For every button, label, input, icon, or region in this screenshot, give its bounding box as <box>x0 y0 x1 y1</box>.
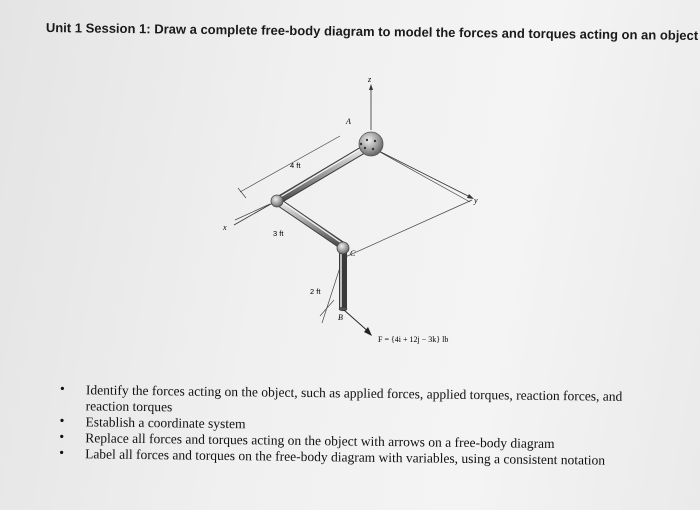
point-b-label: B <box>338 313 343 322</box>
pipe-segment-cb <box>341 250 343 308</box>
list-item: • Replace all forces and torques acting on the object with arrows on a free-body diagram <box>59 430 659 453</box>
force-equation-label: F = {4i + 12j − 3k} lb <box>378 335 449 344</box>
list-item: • Identify the forces acting on the object, such as applied forces, applied torques, reaction forces, and reaction torques <box>60 382 660 421</box>
point-a-label: A <box>346 117 351 126</box>
elbow-joint-c <box>337 242 349 254</box>
pipe-assembly-diagram <box>210 70 510 350</box>
dimension-2ft-label: 2 ft <box>310 287 321 296</box>
pipe-segment-ab <box>277 145 368 201</box>
pipe-segment-elbow <box>277 199 343 246</box>
axis-x-label: x <box>223 223 227 232</box>
dimension-lines <box>235 136 472 323</box>
list-item: • Label all forces and torques on the free-body diagram with variables, using a consistent notation <box>59 446 659 469</box>
force-arrow <box>344 310 372 336</box>
axis-z-label: z <box>368 75 372 84</box>
elbow-joint-1 <box>271 195 283 207</box>
axis-y-label: y <box>474 196 478 205</box>
free-body-figure <box>210 70 510 350</box>
ball-socket-support <box>359 132 383 156</box>
page-title: Unit 1 Session 1: Draw a complete free-body diagram to model the forces and torques acting on an object <box>45 20 699 43</box>
dimension-3ft-label: 3 ft <box>273 229 284 238</box>
instruction-list <box>59 382 660 469</box>
y-axis <box>371 147 474 199</box>
dimension-4ft-label: 4 ft <box>290 161 301 170</box>
pipe-end-b <box>339 307 347 311</box>
point-c-label: C <box>350 249 356 258</box>
z-axis <box>369 84 373 130</box>
list-item: • Establish a coordinate system <box>59 414 659 437</box>
